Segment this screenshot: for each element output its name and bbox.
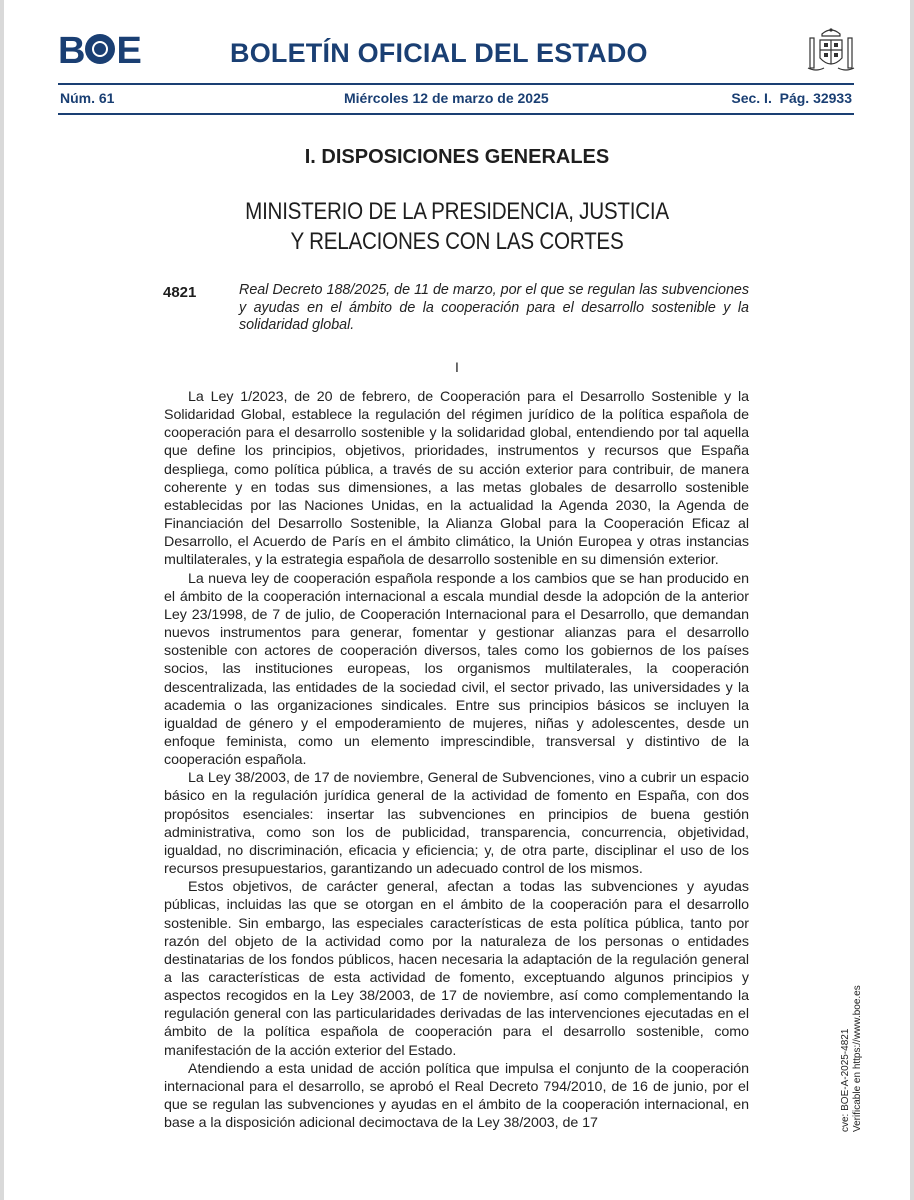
verification-note — [840, 985, 864, 1132]
disposition-title: Real Decreto 188/2025, de 11 de marzo, por el que se regulan las subvenciones y ayudas en el ámbito de la cooperación para el desarrollo sostenible y la solidaridad global. — [239, 282, 749, 333]
cve-code: cve: BOE-A-2025-4821 — [840, 1028, 851, 1132]
disposition-number: 4821 — [163, 284, 197, 301]
ministry-heading — [64, 197, 850, 257]
page-edge-right — [910, 0, 914, 1200]
page-edge-left — [0, 0, 4, 1200]
boe-seal-icon — [85, 34, 115, 64]
issue-date: Miércoles 12 de marzo de 2025 — [344, 90, 549, 106]
header-rule-top — [58, 83, 854, 85]
ministry-line-2: Y RELACIONES CON LAS CORTES — [290, 228, 624, 255]
paragraph: La Ley 38/2003, de 17 de noviembre, General de Subvenciones, vino a cubrir un espacio básico en la regulación jurídica general de la actividad de fomento en España, con dos propósitos esenciales: insertar las subvenciones en principios de buena gestión administrativa, como son los de publicidad, transparencia, concurrencia, objetividad, igualdad, no discriminación, eficacia y eficiencia; y, de otra parte, disciplinar el uso de los recursos presupuestarios, garantizando un adecuado control de los mismos. — [164, 770, 749, 878]
paragraph: Atendiendo a esta unidad de acción política que impulsa el conjunto de la cooperación internacional para el desarrollo, se aprobó el Real Decreto 794/2010, de 16 de junio, por el que se regulan las subvenciones y ayudas en el ámbito de la cooperación internacional, en base a la disposición adicional decimoctava de la Ley 38/2003, de 17 — [164, 1060, 749, 1132]
boe-logo[interactable] — [58, 30, 141, 72]
paragraph: La nueva ley de cooperación española responde a los cambios que se han producido en el ámbito de la cooperación internacional a escala mundial desde la adopción de la anterior Ley 23/1998, de 7 de julio, de Cooperación Internacional para el Desarrollo, que demandan nuevos instrumentos para generar, fomentar y gestionar alianzas para el desarrollo sostenible con actores de cooperación diversos, tales como los gobiernos de los países socios, las instituciones europeas, los organismos multilaterales, la cooperación descentralizada, las entidades de la sociedad civil, el sector privado, las universidades y la academia o las organizaciones sindicales. Entre sus principios básicos se incluyen la igualdad de género y el empoderamiento de mujeres, niñas y adolescentes, desde un enfoque feminista, como un elemento imprescindible, transversal y distintivo de la cooperación española. — [164, 570, 749, 769]
header-rule-bottom — [58, 113, 854, 115]
verification-link[interactable]: Verificable en https://www.boe.es — [852, 985, 863, 1132]
paragraph: La Ley 1/2023, de 20 de febrero, de Cooperación para el Desarrollo Sostenible y la Solidaridad Global, establece la regulación del régimen jurídico de la política española de cooperación para el desarrollo sostenible y la solidaridad global, entendiendo por tal aquella que define los principios, objetivos, prioridades, instrumentos y recursos que España despliega, como política pública, a través de su acción exterior para contribuir, de manera coherente y en todas sus dimensiones, a las metas globales de desarrollo sostenible establecidas por las Naciones Unidas, en la actualidad la Agenda 2030, la Agenda de Financiación del Desarrollo Sostenible, la Alianza Global para la Cooperación Eficaz al Desarrollo, el Acuerdo de París en el ámbito climático, la Unión Europea y otras instancias multilaterales, y la estrategia española de desarrollo sostenible en su dimensión exterior. — [164, 389, 749, 569]
issue-number: Núm. 61 — [60, 90, 115, 106]
section-label: Sec. I. — [731, 90, 772, 106]
ministry-line-1: MINISTERIO DE LA PRESIDENCIA, JUSTICIA — [245, 198, 669, 225]
section-page — [731, 90, 852, 106]
paragraph: Estos objetivos, de carácter general, afectan a todas las subvenciones y ayudas públicas, incluidas las que se otorgan en el ámbito de la cooperación para el desarrollo sostenible. Sin embargo, las especiales características de esta política pública, tanto por razón del objeto de la actividad como por la naturaleza de los personas o entidades destinatarias de los fondos públicos, hacen necesaria la adaptación de la regulación general a las características de esta actividad de fomento, exceptuando algunos principios y aspectos recogidos en la Ley 38/2003, de 17 de noviembre, así como complementando la regulación general con las particularidades derivadas de las intervenciones ejecutadas en el ámbito de la política española de cooperación para el desarrollo sostenible, como manifestación de la acción exterior del Estado. — [164, 879, 749, 1059]
body-text — [164, 388, 749, 1132]
coat-of-arms-icon — [806, 24, 856, 76]
masthead-title: BOLETÍN OFICIAL DEL ESTADO — [230, 38, 648, 68]
boe-logo-text: B E — [58, 30, 141, 72]
section-heading: I. DISPOSICIONES GENERALES — [304, 146, 610, 168]
page-number: Pág. 32933 — [779, 90, 852, 106]
chapter-numeral: I — [455, 359, 459, 375]
